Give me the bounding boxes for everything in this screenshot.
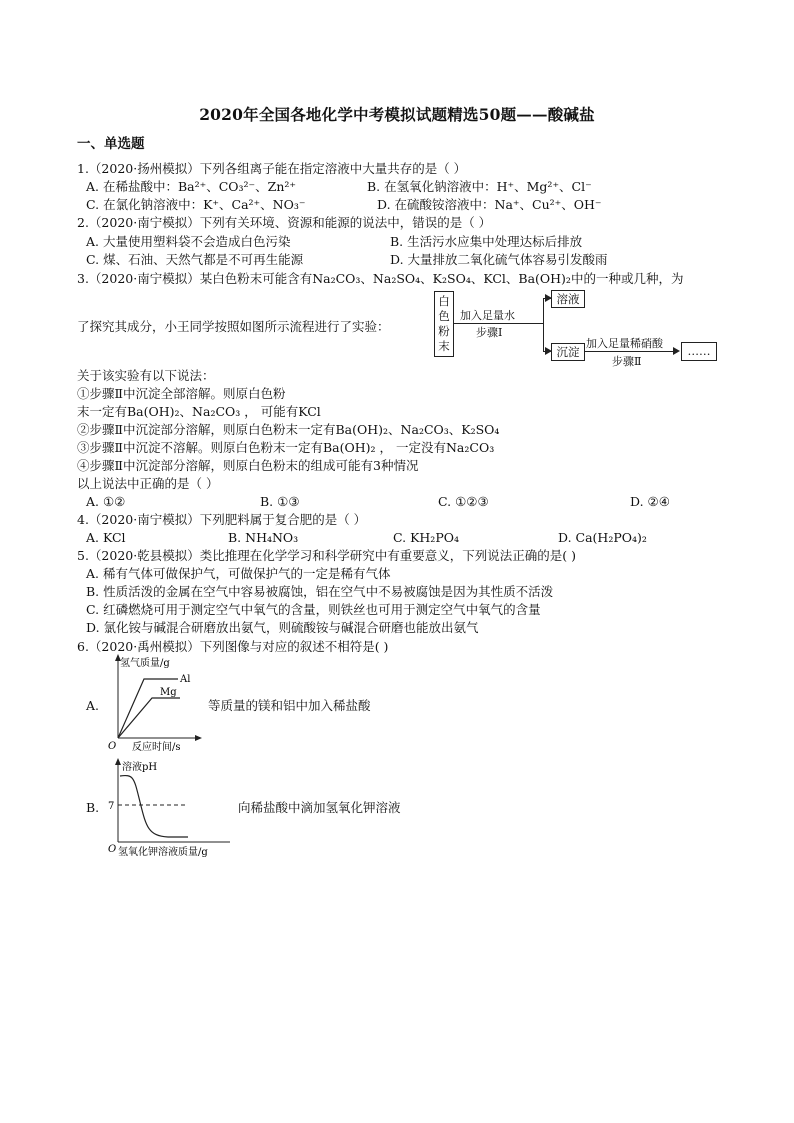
q2-option-a: A. 大量使用塑料袋不会造成白色污染	[86, 234, 291, 249]
q3-intro: 关于该实验有以下说法：	[77, 368, 215, 383]
q3-statement-2: ②步骤Ⅱ中沉淀部分溶解，则原白色粉末一定有Ba(OH)₂、Na₂CO₃、K₂SO₄	[77, 422, 500, 437]
q3-option-d: D. ②④	[630, 494, 670, 509]
flow-box-precipitate: 沉淀	[551, 343, 585, 361]
q6-option-b-label: B.	[86, 800, 100, 815]
q5-option-a: A. 稀有气体可做保护气，可做保护气的一定是稀有气体	[86, 566, 391, 581]
q1-option-b: B. 在氢氧化钠溶液中：H⁺、Mg²⁺、Cl⁻	[367, 179, 592, 194]
q4-option-d: D. Ca(H₂PO₄)₂	[558, 530, 647, 545]
q3-statement-1a: ①步骤Ⅱ中沉淀全部溶解。则原白色粉	[77, 386, 286, 401]
q3-stem-line1: 3.（2020·南宁模拟）某白色粉末可能含有Na₂CO₃、Na₂SO₄、K₂SO₄、KCl、Ba(OH)₂中的一种或几种，为	[77, 271, 684, 286]
graph-a-ylabel: 氢气质量/g	[120, 658, 170, 669]
q3-stem-line2: 了探究其成分，小王同学按照如图所示流程进行了实验：	[77, 319, 390, 334]
flow-step1-condition: 加入足量水	[460, 309, 515, 322]
q2-option-c: C. 煤、石油、天然气都是不可再生能源	[86, 252, 304, 267]
q4-stem: 4.（2020·南宁模拟）下列肥料属于复合肥的是（ ）	[77, 512, 367, 527]
flow-step2-condition: 加入足量稀硝酸	[586, 337, 663, 350]
graph-a-x-arrow	[195, 735, 202, 741]
q5-option-c: C. 红磷燃烧可用于测定空气中氧气的含量，则铁丝也可用于测定空气中氧气的含量	[86, 602, 541, 617]
q3-ask: 以上说法中正确的是（ ）	[77, 476, 219, 491]
q5-option-b: B. 性质活泼的金属在空气中容易被腐蚀，铝在空气中不易被腐蚀是因为其性质不活泼	[86, 584, 554, 599]
graph-b-ylabel: 溶液pH	[122, 762, 158, 773]
flow-line-step2	[584, 351, 676, 352]
q3-statement-1b: 末一定有Ba(OH)₂、Na₂CO₃ ， 可能有KCl	[77, 404, 321, 419]
q6-graph-b	[104, 756, 244, 858]
graph-a-origin: O	[108, 741, 117, 752]
flow-box-solution: 溶液	[551, 290, 585, 308]
q1-option-d: D. 在硫酸铵溶液中：Na⁺、Cu²⁺、OH⁻	[377, 197, 602, 212]
q3-option-b: B. ①③	[260, 494, 300, 509]
q6-stem: 6.（2020·禹州模拟）下列图像与对应的叙述不相符是( )	[77, 639, 389, 654]
graph-a-xlabel: 反应时间/s	[132, 742, 181, 752]
flow-line-branch	[543, 298, 544, 351]
q1-option-a: A. 在稀盐酸中：Ba²⁺、CO₃²⁻、Zn²⁺	[86, 179, 296, 194]
graph-b-y-arrow	[115, 758, 121, 765]
flow-step1-label: 步骤Ⅰ	[476, 326, 503, 339]
q6-option-a-label: A.	[86, 698, 100, 713]
q2-stem: 2.（2020·南宁模拟）下列有关环境、资源和能源的说法中，错误的是（ ）	[77, 215, 492, 230]
flow-box-result: ……	[681, 342, 717, 361]
graph-b-xlabel: 氢氧化钾溶液质量/g	[118, 847, 208, 858]
section-heading: 一、单选题	[77, 136, 145, 152]
graph-b-ph-curve	[120, 776, 188, 837]
q2-option-b: B. 生活污水应集中处理达标后排放	[390, 234, 583, 249]
graph-b-origin: O	[108, 844, 117, 855]
q6-option-b-desc: 向稀盐酸中滴加氢氧化钾溶液	[238, 800, 401, 815]
q4-option-c: C. KH₂PO₄	[393, 530, 459, 545]
q1-stem: 1.（2020·扬州模拟）下列各组离子能在指定溶液中大量共存的是（ ）	[77, 161, 467, 176]
flow-step2-label: 步骤Ⅱ	[612, 355, 642, 368]
graph-b-tick-7: 7	[108, 801, 115, 812]
q6-option-a-desc: 等质量的镁和铝中加入稀盐酸	[208, 698, 371, 713]
q5-option-d: D. 氯化铵与碱混合研磨放出氨气，则硫酸铵与碱混合研磨也能放出氨气	[86, 620, 479, 635]
flow-box-white-powder: 白 色 粉 末	[434, 291, 454, 357]
q3-option-c: C. ①②③	[438, 494, 489, 509]
page-title: 2020年全国各地化学中考模拟试题精选50题——酸碱盐	[199, 105, 595, 124]
graph-a-label-al: Al	[180, 674, 191, 685]
q3-option-a: A. ①②	[86, 494, 126, 509]
q2-option-d: D. 大量排放二氧化硫气体容易引发酸雨	[390, 252, 608, 267]
q1-option-c: C. 在氯化钠溶液中：K⁺、Ca²⁺、NO₃⁻	[86, 197, 306, 212]
q4-option-b: B. NH₄NO₃	[228, 530, 299, 545]
graph-a-label-mg: Mg	[160, 687, 177, 698]
q4-option-a: A. KCl	[86, 530, 126, 545]
q6-graph-a	[104, 652, 204, 752]
q3-statement-4: ④步骤Ⅱ中沉淀部分溶解，则原白色粉末的组成可能有3种情况	[77, 458, 419, 473]
arrow-to-result	[673, 347, 680, 355]
q5-stem: 5.（2020·乾县模拟）类比推理在化学学习和科学研究中有重要意义，下列说法正确的是( )	[77, 548, 576, 563]
q3-statement-3: ③步骤Ⅱ中沉淀不溶解。则原白色粉末一定有Ba(OH)₂ ， 一定没有Na₂CO₃	[77, 440, 495, 455]
